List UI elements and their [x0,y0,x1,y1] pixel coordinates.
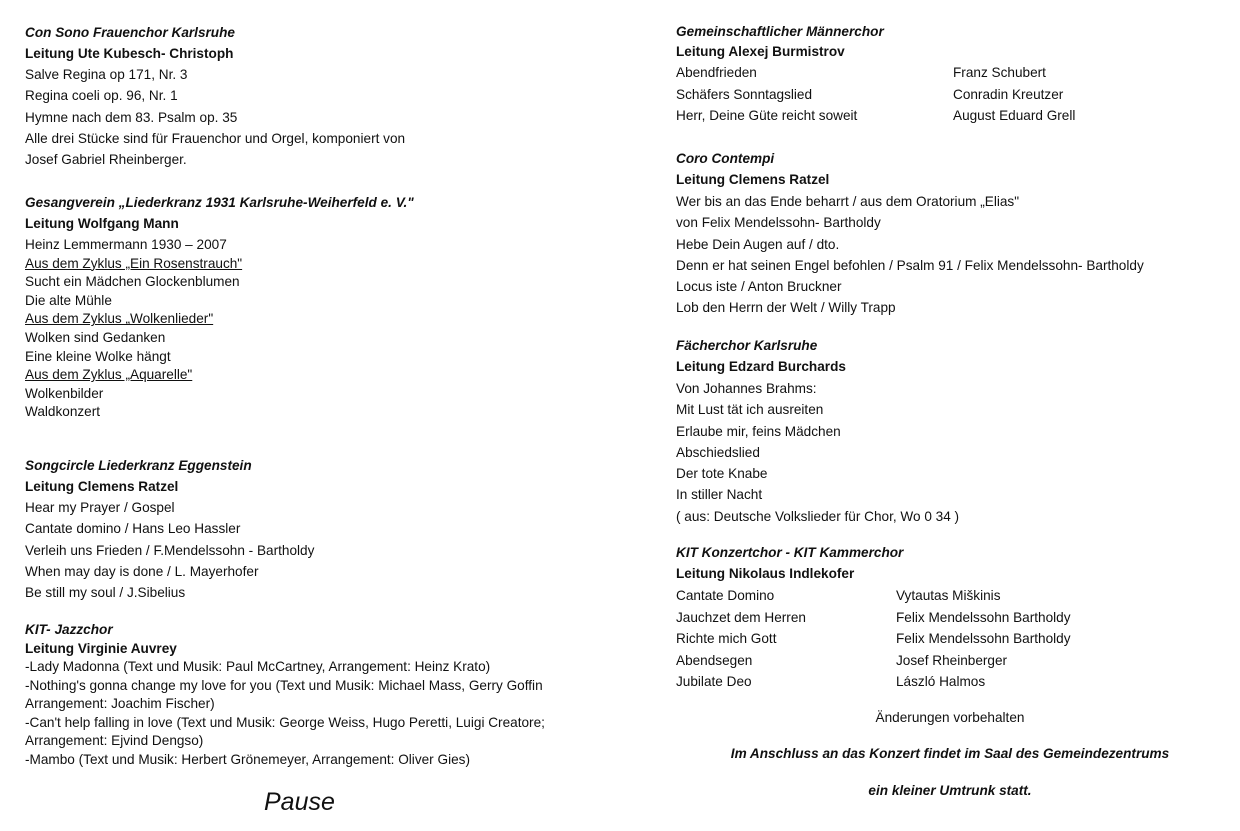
program-line: Locus iste / Anton Bruckner [676,279,842,295]
choir-block-con-sono [25,23,615,170]
program-line: Verleih uns Frieden / F.Mendelssohn - Bartholdy [25,542,315,558]
composer-name: Josef Rheinberger [896,652,1008,668]
choir-title: Con Sono Frauenchor Karlsruhe [25,25,235,40]
program-row [676,650,1216,672]
program-line: von Felix Mendelssohn- Bartholdy [676,215,881,231]
choir-leader: Leitung Wolfgang Mann [25,216,179,231]
program-row [676,671,1216,693]
program-line: Von Johannes Brahms: [676,381,817,396]
program-line: Abschiedslied [676,444,760,460]
piece-title: Herr, Deine Güte reicht soweit [676,108,858,123]
piece-title: Cantate Domino [676,588,775,603]
program-line: Wer bis an das Ende beharrt / aus dem Oratorium „Elias" [676,194,1020,209]
program-line: -Lady Madonna (Text und Musik: Paul McCartney, Arrangement: Heinz Krato) [25,659,491,674]
program-line: Regina coeli op. 96, Nr. 1 [25,88,178,104]
program-line: Aus dem Zyklus „Ein Rosenstrauch" [25,255,243,271]
program-line: Josef Gabriel Rheinberger. [25,152,187,168]
program-line: Hear my Prayer / Gospel [25,500,175,515]
program-line: -Mambo (Text und Musik: Herbert Grönemeyer, Arrangement: Oliver Gies) [25,751,470,767]
program-line: Waldkonzert [25,404,101,420]
program-line: Aus dem Zyklus „Wolkenlieder" [25,311,214,327]
program-row [676,84,1216,106]
program-row [676,607,1216,629]
program-line: Arrangement: Ejvind Dengso) [25,733,204,749]
choir-block-kit-konzertchor [676,543,1216,693]
program-line: Salve Regina op 171, Nr. 3 [25,67,188,82]
program-line: Alle drei Stücke sind für Frauenchor und Orgel, komponiert von [25,130,406,146]
program-line: When may day is done / L. Mayerhofer [25,563,259,579]
program-line: Der tote Knabe [676,466,768,482]
choir-leader: Leitung Clemens Ratzel [25,479,179,494]
program-line: Mit Lust tät ich ausreiten [676,402,824,418]
choir-leader: Leitung Ute Kubesch- Christoph [25,46,234,61]
program-row [676,105,1216,127]
composer-name: Franz Schubert [953,65,1046,80]
program-row [676,628,1216,650]
composer-name: Felix Mendelssohn Bartholdy [896,609,1071,625]
program-line: Be still my soul / J.Sibelius [25,585,186,601]
piece-title: Abendfrieden [676,65,757,80]
choir-leader: Leitung Edzard Burchards [676,359,846,374]
program-line: Heinz Lemmermann 1930 – 2007 [25,237,227,252]
program-line: Denn er hat seinen Engel befohlen / Psalm 91 / Felix Mendelssohn- Bartholdy [676,257,1144,273]
choir-title: KIT Konzertchor - KIT Kammerchor [676,545,904,560]
program-line: Cantate domino / Hans Leo Hassler [25,521,241,537]
footer-line-2: ein kleiner Umtrunk statt. [868,783,1032,798]
program-line: -Can't help falling in love (Text und Musik: George Weiss, Hugo Peretti, Luigi Creatore; [25,714,545,730]
program-line: -Nothing's gonna change my love for you (Text und Musik: Michael Mass, Gerry Goffin [25,677,543,693]
choir-block-songcircle [25,456,615,603]
footer-line-1: Im Anschluss an das Konzert findet im Saal des Gemeindezentrums [730,746,1170,761]
composer-name: Felix Mendelssohn Bartholdy [896,631,1071,646]
program-line: Lob den Herrn der Welt / Willy Trapp [676,300,896,316]
choir-title: Coro Contempi [676,151,775,166]
piece-title: Richte mich Gott [676,631,777,646]
program-line: Die alte Mühle [25,292,112,308]
choir-leader: Leitung Alexej Burmistrov [676,44,845,59]
piece-title: Jubilate Deo [676,674,752,689]
program-line: Sucht ein Mädchen Glockenblumen [25,274,240,290]
composer-name: August Eduard Grell [953,108,1076,123]
program-line: Wolken sind Gedanken [25,329,166,345]
pause-label: Pause [264,788,335,816]
choir-block-coro-contempi [676,149,1216,319]
choir-title: Songcircle Liederkranz Eggenstein [25,458,252,473]
choir-leader: Leitung Virginie Auvrey [25,641,177,656]
piece-title: Jauchzet dem Herren [676,609,806,625]
choir-leader: Leitung Clemens Ratzel [676,172,830,187]
program-row [676,585,1216,607]
program-line: Eine kleine Wolke hängt [25,348,171,364]
program-row [676,62,1216,84]
choir-leader: Leitung Nikolaus Indlekofer [676,566,855,581]
choir-block-kit-jazzchor [25,620,615,770]
piece-title: Schäfers Sonntagslied [676,86,813,102]
choir-title: KIT- Jazzchor [25,622,113,637]
choir-block-liederkranz-weiherfeld [25,193,615,422]
changes-note: Änderungen vorbehalten [875,710,1025,725]
composer-name: László Halmos [896,674,986,689]
program-line: Erlaube mir, feins Mädchen [676,423,841,439]
program-line: Hymne nach dem 83. Psalm op. 35 [25,109,238,125]
choir-block-maennerchor [676,22,1216,127]
composer-name: Vytautas Miškinis [896,588,1001,603]
choir-title: Gesangverein „Liederkranz 1931 Karlsruhe-Weiherfeld e. V." [25,195,414,210]
program-line: Arrangement: Joachim Fischer) [25,696,215,712]
program-line: Hebe Dein Augen auf / dto. [676,236,840,252]
program-line: In stiller Nacht [676,487,763,503]
program-line: ( aus: Deutsche Volkslieder für Chor, Wo 0 34 ) [676,508,960,524]
program-line: Aus dem Zyklus „Aquarelle" [25,367,193,383]
program-line: Wolkenbilder [25,385,104,401]
choir-title: Fächerchor Karlsruhe [676,338,818,353]
choir-block-faecherchor [676,336,1216,527]
choir-title: Gemeinschaftlicher Männerchor [676,24,884,39]
composer-name: Conradin Kreutzer [953,86,1064,102]
piece-title: Abendsegen [676,652,753,668]
